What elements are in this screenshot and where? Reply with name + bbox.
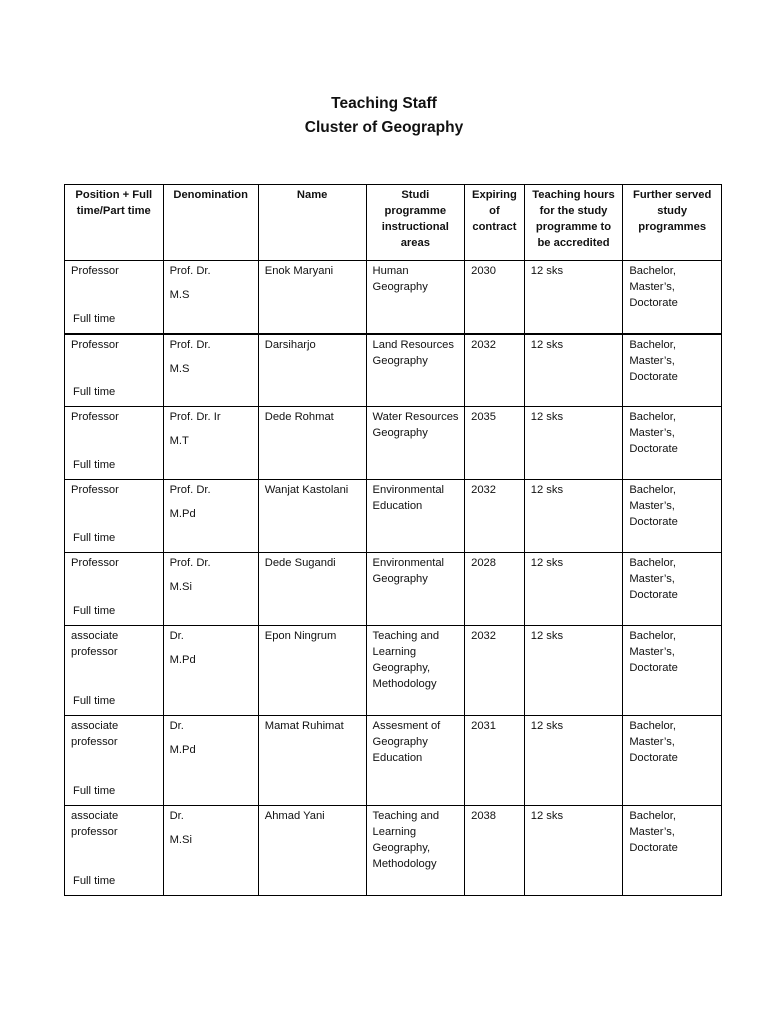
further-programmes-cell: Bachelor, Master’s, Doctorate <box>623 626 722 716</box>
teaching-hours-cell: 12 sks <box>524 334 623 407</box>
denomination-title: Prof. Dr. <box>169 557 211 569</box>
name-cell: Dede Rohmat <box>258 407 366 480</box>
further-programmes-cell: Bachelor, Master’s, Doctorate <box>623 261 722 334</box>
denomination-cell <box>163 480 258 553</box>
denomination-degree: M.T <box>169 435 189 447</box>
further-programmes-cell: Bachelor, Master’s, Doctorate <box>623 806 722 896</box>
further-programmes-cell: Bachelor, Master’s, Doctorate <box>623 553 722 626</box>
denomination-title: Prof. Dr. <box>169 484 211 496</box>
employment-time: Full time <box>73 459 116 471</box>
table-row <box>65 407 722 480</box>
table-row <box>65 716 722 806</box>
teaching-hours-cell: 12 sks <box>524 480 623 553</box>
position-title: Professor <box>71 411 119 423</box>
name-cell: Wanjat Kastolani <box>258 480 366 553</box>
position-title: Professor <box>71 484 119 496</box>
denomination-degree: M.Pd <box>169 508 196 520</box>
page-title: Teaching Staff <box>331 95 437 112</box>
name-cell: Darsiharjo <box>258 334 366 407</box>
further-programmes-cell: Bachelor, Master’s, Doctorate <box>623 480 722 553</box>
employment-time: Full time <box>73 532 116 544</box>
employment-time: Full time <box>73 875 116 887</box>
page-subtitle: Cluster of Geography <box>304 119 464 136</box>
denomination-cell <box>163 261 258 334</box>
position-cell <box>65 806 164 896</box>
instructional-area-cell: Land Resources Geography <box>366 334 465 407</box>
position-title: associate professor <box>71 630 119 658</box>
denomination-cell <box>163 626 258 716</box>
name-cell: Enok Maryani <box>258 261 366 334</box>
instructional-area-cell: Teaching and Learning Geography, Methodology <box>366 626 465 716</box>
header-name: Name <box>258 185 366 261</box>
denomination-title: Dr. <box>169 720 184 732</box>
instructional-area-cell: Teaching and Learning Geography, Methodology <box>366 806 465 896</box>
position-cell <box>65 716 164 806</box>
employment-time: Full time <box>73 312 116 325</box>
denomination-cell <box>163 334 258 407</box>
name-cell: Ahmad Yani <box>258 806 366 896</box>
teaching-hours-cell: 12 sks <box>524 626 623 716</box>
teaching-hours-cell: 12 sks <box>524 553 623 626</box>
employment-time: Full time <box>73 695 116 707</box>
instructional-area-cell: Environmental Education <box>366 480 465 553</box>
denomination-degree: M.Si <box>169 581 192 593</box>
teaching-hours-cell: 12 sks <box>524 806 623 896</box>
table-row <box>65 480 722 553</box>
denomination-cell <box>163 806 258 896</box>
position-cell <box>65 480 164 553</box>
name-cell: Dede Sugandi <box>258 553 366 626</box>
denomination-degree: M.Pd <box>169 744 196 756</box>
employment-time: Full time <box>73 785 116 797</box>
denomination-cell <box>163 553 258 626</box>
further-programmes-cell: Bachelor, Master’s, Doctorate <box>623 407 722 480</box>
denomination-cell <box>163 716 258 806</box>
table-row <box>65 261 722 334</box>
expiry-cell: 2038 <box>465 806 525 896</box>
expiry-cell: 2032 <box>465 334 525 407</box>
further-programmes-cell: Bachelor, Master’s, Doctorate <box>623 716 722 806</box>
denomination-cell <box>163 407 258 480</box>
further-programmes-cell: Bachelor, Master’s, Doctorate <box>623 334 722 407</box>
denomination-degree: M.S <box>169 289 190 301</box>
position-title: Professor <box>71 265 119 277</box>
position-title: associate professor <box>71 720 119 748</box>
position-title: associate professor <box>71 810 119 838</box>
denomination-title: Prof. Dr. <box>169 338 211 351</box>
instructional-area-cell: Environmental Geography <box>366 553 465 626</box>
expiry-cell: 2030 <box>465 261 525 334</box>
expiry-cell: 2032 <box>465 480 525 553</box>
denomination-degree: M.S <box>169 362 190 375</box>
position-cell <box>65 626 164 716</box>
name-cell: Mamat Ruhimat <box>258 716 366 806</box>
expiry-cell: 2032 <box>465 626 525 716</box>
header-denomination: Denomination <box>163 185 258 261</box>
position-title: Professor <box>71 338 119 351</box>
position-title: Professor <box>71 557 119 569</box>
table-row <box>65 553 722 626</box>
instructional-area-cell: Human Geography <box>366 261 465 334</box>
denomination-degree: M.Pd <box>169 654 196 666</box>
denomination-title: Prof. Dr. <box>169 265 211 277</box>
position-cell <box>65 334 164 407</box>
header-expiring-contract: Expiring of contract <box>465 185 525 261</box>
table-row <box>65 626 722 716</box>
position-cell <box>65 261 164 334</box>
denomination-title: Prof. Dr. Ir <box>169 411 221 423</box>
table-row <box>65 806 722 896</box>
header-further-programmes: Further served study programmes <box>623 185 722 261</box>
teaching-staff-table <box>64 184 722 896</box>
employment-time: Full time <box>73 386 116 398</box>
table-header-row <box>65 185 722 261</box>
denomination-title: Dr. <box>169 630 184 642</box>
employment-time: Full time <box>73 605 116 617</box>
position-cell <box>65 407 164 480</box>
instructional-area-cell: Water Resources Geography <box>366 407 465 480</box>
teaching-hours-cell: 12 sks <box>524 716 623 806</box>
teaching-hours-cell: 12 sks <box>524 261 623 334</box>
expiry-cell: 2028 <box>465 553 525 626</box>
header-instructional-areas: Studi programme instructional areas <box>366 185 465 261</box>
expiry-cell: 2035 <box>465 407 525 480</box>
header-position: Position + Full time/Part time <box>65 185 164 261</box>
denomination-title: Dr. <box>169 810 184 822</box>
name-cell: Epon Ningrum <box>258 626 366 716</box>
instructional-area-cell: Assesment of Geography Education <box>366 716 465 806</box>
denomination-degree: M.Si <box>169 834 192 846</box>
table-row <box>65 334 722 407</box>
header-teaching-hours: Teaching hours for the study programme to be accredited <box>524 185 623 261</box>
position-cell <box>65 553 164 626</box>
teaching-hours-cell: 12 sks <box>524 407 623 480</box>
expiry-cell: 2031 <box>465 716 525 806</box>
